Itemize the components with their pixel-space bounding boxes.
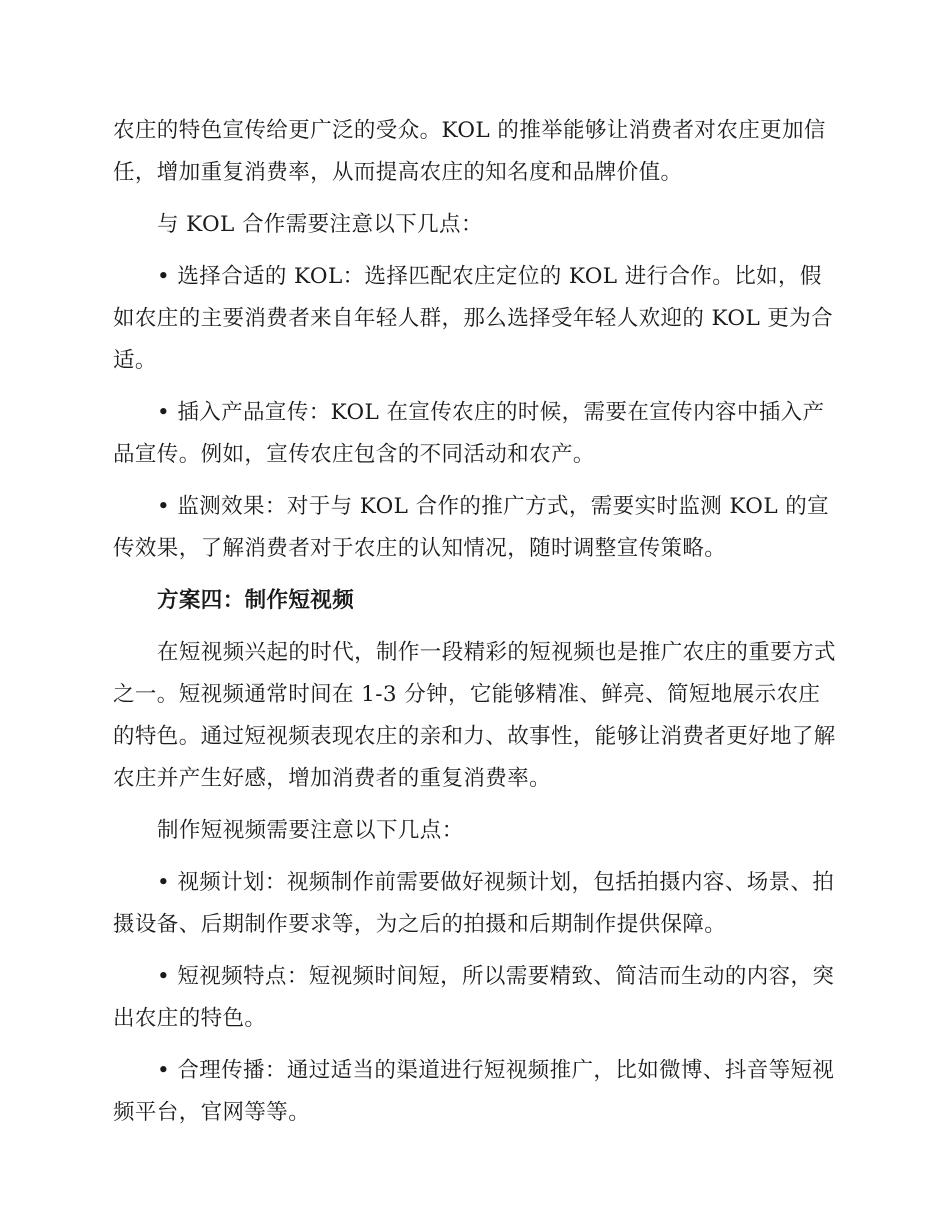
section-heading-plan-four: 方案四：制作短视频 xyxy=(157,588,355,613)
bullet-insert-promotion: • 插入产品宣传：KOL 在宣传农庄的时候，需要在宣传内容中插入产品宣传。例如，宣传农庄包含的不同活动和农产。 xyxy=(113,400,825,467)
bullet-video-plan: • 视频计划：视频制作前需要做好视频计划，包括拍摄内容、场景、拍摄设备、后期制作要求等，为之后的拍摄和后期制作提供保障。 xyxy=(113,870,835,937)
bullet-monitor-effect: • 监测效果：对于与 KOL 合作的推广方式，需要实时监测 KOL 的宣传效果，了解消费者对于农庄的认知情况，随时调整宣传策略。 xyxy=(113,494,830,561)
paragraph-kol-benefit-continued: 农庄的特色宣传给更广泛的受众。KOL 的推举能够让消费者对农庄更加信任，增加重复消费率，从而提高农庄的知名度和品牌价值。 xyxy=(113,118,826,185)
bullet-choose-kol: • 选择合适的 KOL：选择匹配农庄定位的 KOL 进行合作。比如，假如农庄的主要消费者来自年轻人群，那么选择受年轻人欢迎的 KOL 更为合适。 xyxy=(113,264,834,373)
bullet-video-features: • 短视频特点：短视频时间短，所以需要精致、简洁而生动的内容，突出农庄的特色。 xyxy=(113,964,835,1031)
paragraph-video-notes-intro: 制作短视频需要注意以下几点： xyxy=(157,818,464,843)
document-body xyxy=(113,110,837,1134)
paragraph-short-video-intro: 在短视频兴起的时代，制作一段精彩的短视频也是推广农庄的重要方式之一。短视频通常时间在 1-3 分钟，它能够精准、鲜亮、简短地展示农庄的特色。通过短视频表现农庄的亲和力、故事性，能够让消费者更好地了解农庄并产生好感，增加消费者的重复消费率。 xyxy=(113,640,836,791)
paragraph-kol-notes-intro: 与 KOL 合作需要注意以下几点： xyxy=(157,212,483,237)
bullet-video-distribution: • 合理传播：通过适当的渠道进行短视频推广，比如微博、抖音等短视频平台，官网等等。 xyxy=(113,1058,835,1125)
